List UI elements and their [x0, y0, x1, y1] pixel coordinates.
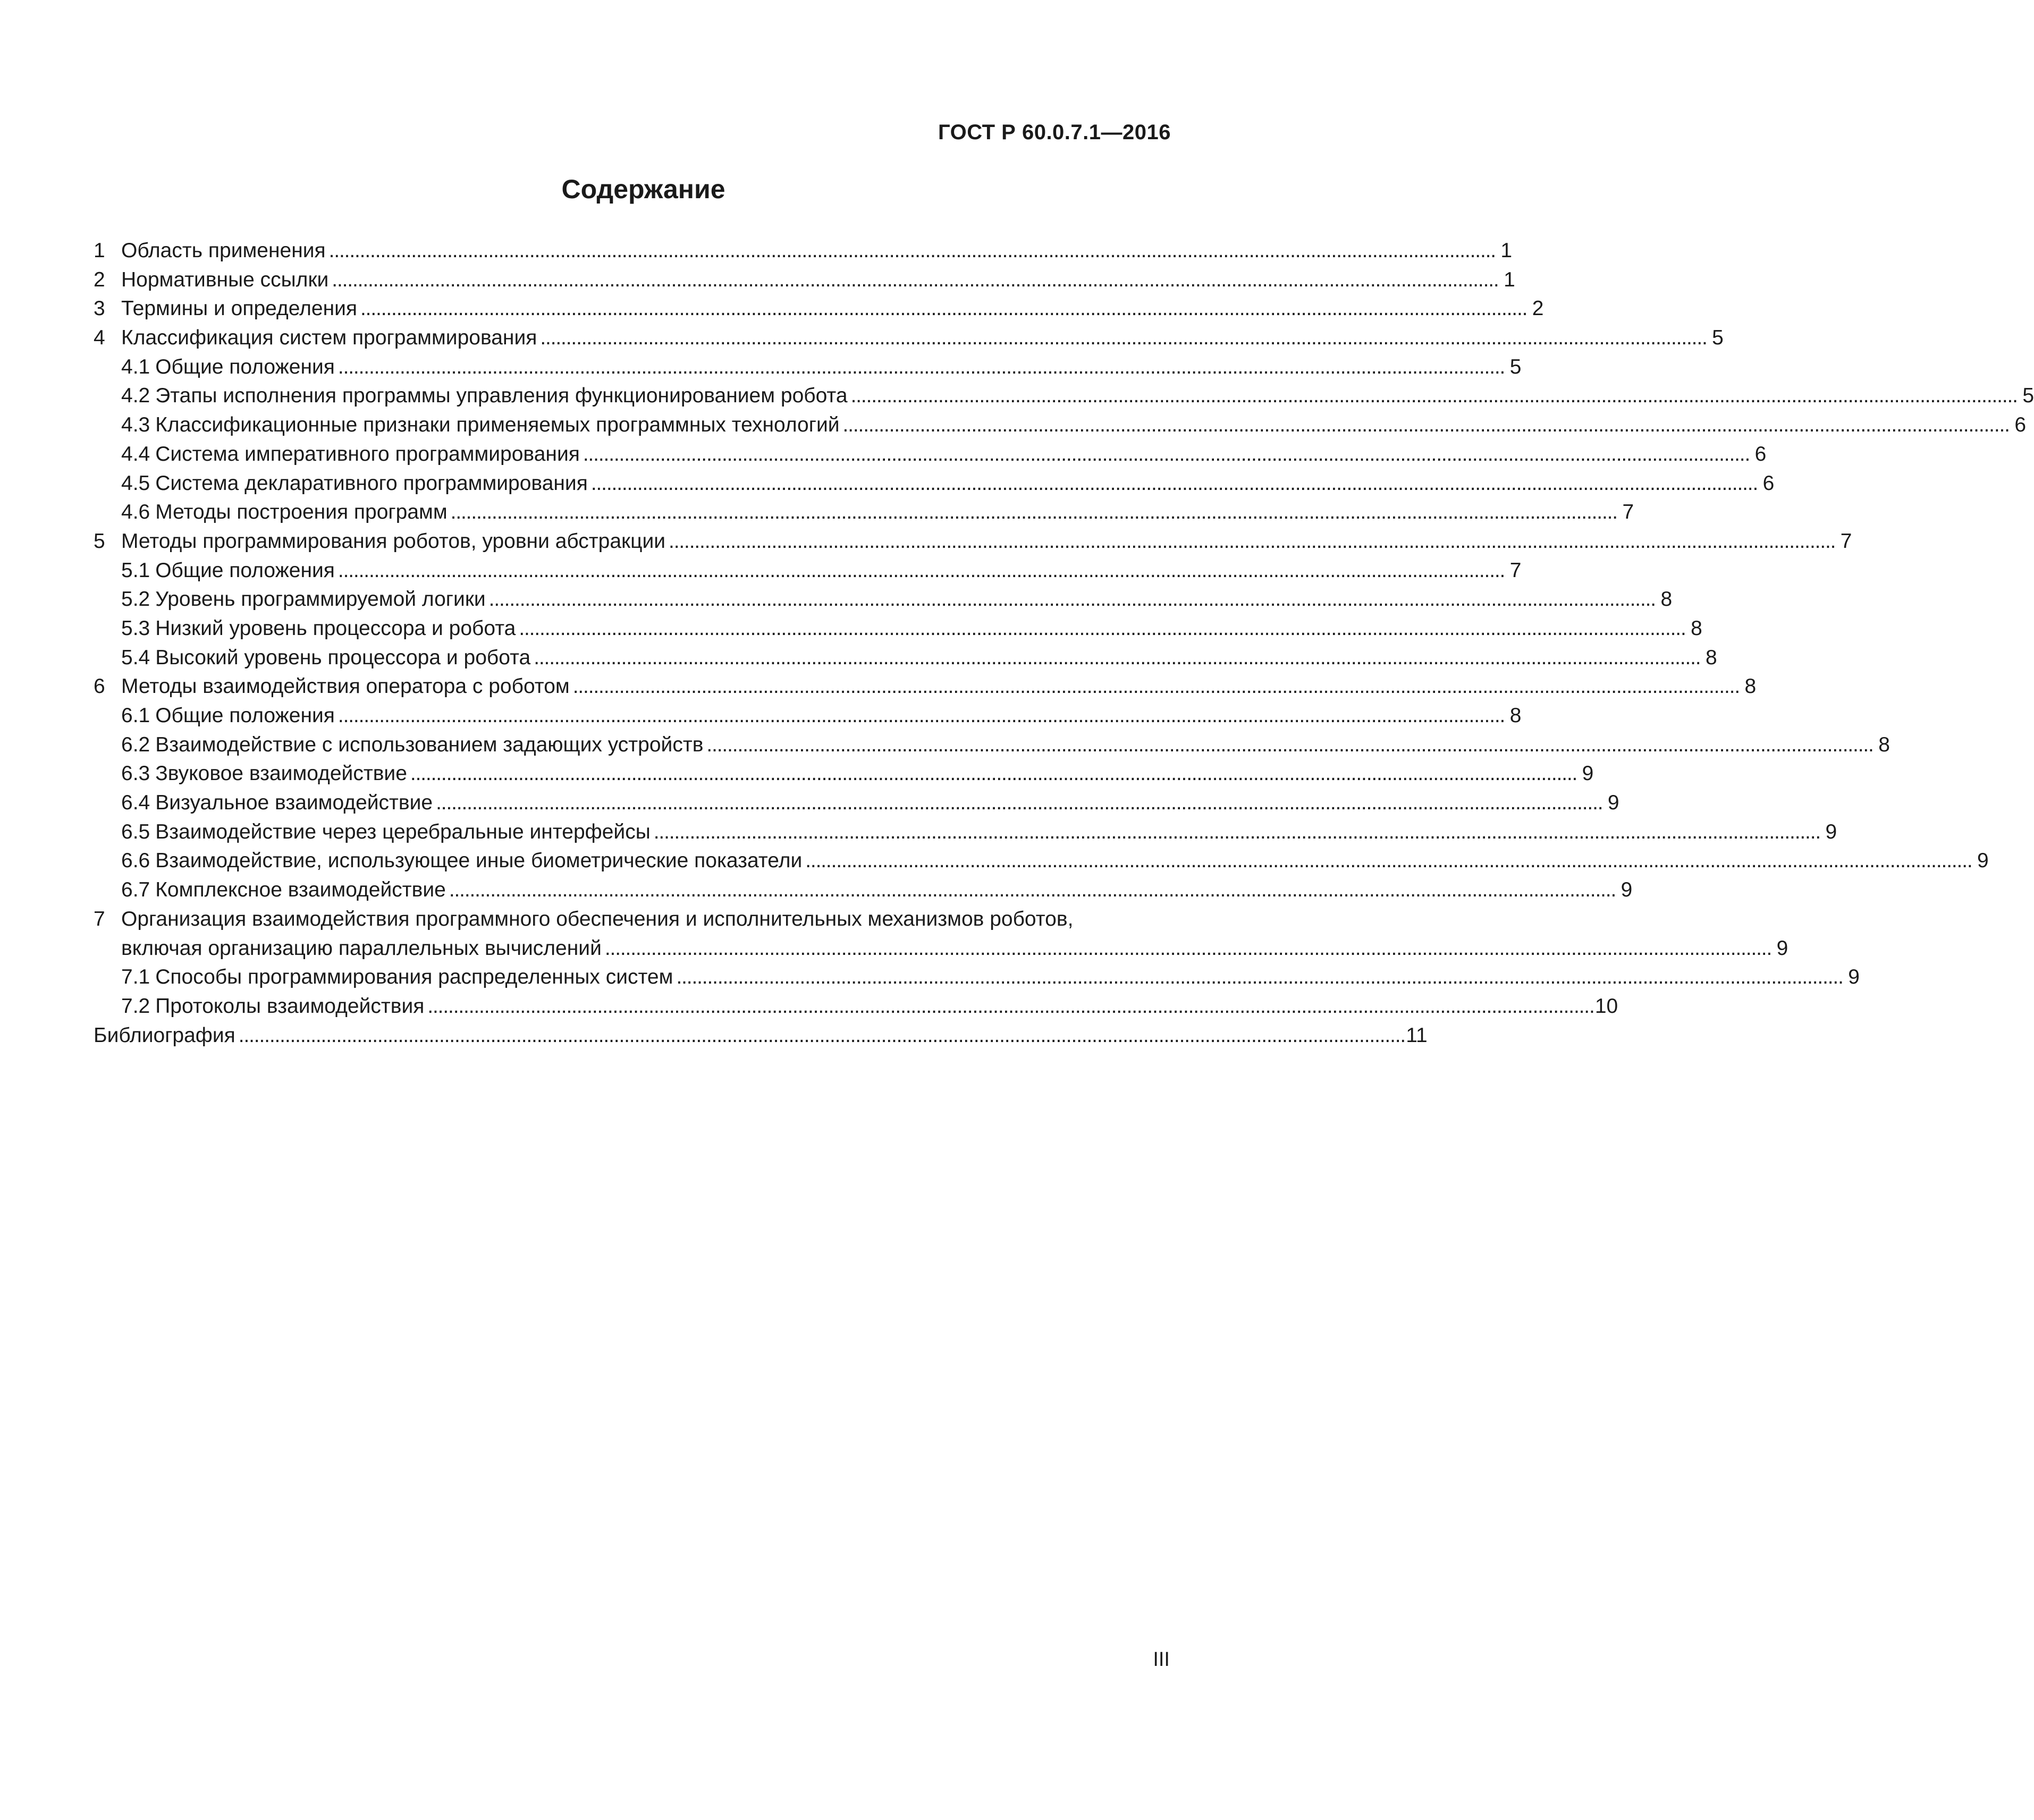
toc-leader-dots: [360, 294, 1524, 324]
toc-entry-title: Методы взаимодействия оператора с роботом: [121, 675, 570, 698]
toc-entry[interactable]: [94, 498, 1634, 527]
toc-entry[interactable]: [94, 905, 1171, 934]
toc-leader-dots: [338, 353, 1502, 382]
toc-entry-title: Способы программирования распределенных систем: [155, 966, 673, 989]
toc-entry-number: 6.7: [121, 878, 150, 902]
toc-entry-number: 6.5: [121, 820, 150, 843]
toc-entry[interactable]: [94, 789, 1619, 818]
toc-entry-number: 4.3: [121, 413, 150, 437]
toc-entry-page: 1: [1504, 268, 1515, 291]
toc-leader-dots: [519, 614, 1683, 644]
toc-entry-page: 8: [1691, 616, 1702, 640]
toc-entry-page: 7: [1509, 558, 1522, 582]
toc-entry-title: Библиография: [94, 1023, 235, 1047]
toc-leader-dots: [573, 672, 1737, 701]
toc-entry-page: 9: [1621, 878, 1633, 902]
toc-entry-title: Комплексное взаимодействие: [155, 878, 446, 902]
toc-entry-number: 6: [94, 675, 105, 698]
toc-leader-dots: [669, 527, 1833, 556]
toc-entry-number: 7.1: [121, 966, 150, 989]
toc-entry-page: 9: [1825, 820, 1837, 843]
toc-entry-page: 6: [2014, 413, 2027, 437]
toc-leader-dots: [540, 324, 1704, 353]
toc-entry-page: 11: [1406, 1023, 1428, 1047]
toc-entry-number: 4.1: [121, 355, 150, 378]
toc-entry[interactable]: [94, 818, 1837, 847]
toc-entry-page: 10: [1594, 994, 1618, 1018]
toc-entry-title: Система императивного программирования: [155, 442, 580, 465]
toc-entry-title: Взаимодействие с использованием задающих устройств: [155, 733, 704, 756]
toc-entry-title: Классификационные признаки применяемых программных технологий: [155, 413, 840, 437]
toc-entry-number: 1: [94, 239, 105, 262]
toc-entry-title: Методы построения программ: [155, 501, 448, 524]
toc-entry-title: Этапы исполнения программы управления функционированием робота: [155, 384, 848, 408]
toc-entry-number: 6.3: [121, 762, 150, 785]
toc-entry-title: Взаимодействие через церебральные интерфейсы: [155, 820, 651, 843]
toc-entry-title: Визуальное взаимодействие: [155, 791, 433, 815]
toc-entry-title: Звуковое взаимодействие: [155, 762, 407, 785]
toc-entry-title: Общие положения: [155, 704, 335, 727]
toc-entry[interactable]: [94, 266, 1515, 295]
toc-entry[interactable]: [94, 876, 1633, 905]
toc-entry-title: Взаимодействие, использующее иные биометрические показатели: [155, 849, 803, 873]
toc-leader-dots: [338, 556, 1502, 586]
toc-entry[interactable]: [94, 934, 1788, 963]
toc-entry-title: Высокий уровень процессора и робота: [155, 646, 531, 669]
toc-entry-page: 5: [1712, 326, 1724, 350]
toc-leader-dots: [332, 266, 1496, 295]
toc-leader-dots: [805, 846, 1969, 876]
toc-entry-title: Термины и определения: [121, 297, 358, 320]
toc-leader-dots: [436, 789, 1600, 818]
toc-leader-dots: [451, 498, 1615, 527]
toc-leader-dots: [676, 963, 1840, 992]
toc-entry-number: 4.2: [121, 384, 150, 408]
toc-entry-number: 4.4: [121, 442, 150, 465]
toc-entry[interactable]: [94, 440, 1767, 469]
toc-entry-title: включая организацию параллельных вычислений: [121, 936, 602, 960]
toc-entry-title: Классификация систем программирования: [121, 326, 537, 350]
toc-entry[interactable]: [94, 672, 1757, 701]
toc-entry-page: 8: [1705, 646, 1717, 669]
toc-entry-page: 8: [1509, 704, 1522, 727]
toc-entry-title: Методы программирования роботов, уровни абстракции: [121, 529, 666, 553]
toc-entry-page: 8: [1660, 588, 1673, 611]
toc-entry-title: Система декларативного программирования: [155, 471, 588, 495]
toc-leader-dots: [654, 818, 1818, 847]
toc-entry-page: 8: [1878, 733, 1890, 756]
toc-entry-number: 7.2: [121, 994, 150, 1018]
toc-entry-page: 2: [1532, 297, 1544, 320]
toc-entry-title: Общие положения: [155, 558, 335, 582]
toc-entry[interactable]: [94, 614, 1702, 644]
toc-entry[interactable]: [94, 644, 1717, 673]
toc-leader-dots: [239, 1021, 1403, 1051]
toc-entry-page: 1: [1500, 239, 1513, 262]
toc-leader-dots: [534, 644, 1698, 673]
toc-entry-number: 5.4: [121, 646, 150, 669]
toc-leader-dots: [329, 236, 1493, 266]
toc-leader-dots: [706, 731, 1870, 760]
toc-entry-number: 4.5: [121, 471, 150, 495]
toc-entry-page: 9: [1607, 791, 1619, 815]
toc-entry[interactable]: [94, 731, 1890, 760]
toc-entry-number: 7: [94, 907, 105, 930]
toc-entry-title: Уровень программируемой логики: [155, 588, 486, 611]
toc-leader-dots: [605, 934, 1769, 963]
toc-entry-number: 6.1: [121, 704, 150, 727]
toc-entry[interactable]: [94, 353, 1522, 382]
toc-entry[interactable]: [94, 236, 1513, 266]
toc-entry[interactable]: [94, 469, 1775, 498]
page-number: III: [1153, 1648, 1170, 1671]
toc-entry-number: 5.1: [121, 558, 150, 582]
toc-entry-title: Организация взаимодействия программного обеспечения и исполнительных механизмов роботов,: [121, 907, 1074, 930]
toc-entry-title: Общие положения: [155, 355, 335, 378]
toc-entry[interactable]: [94, 585, 1673, 614]
toc-entry-title: Область применения: [121, 239, 326, 262]
toc-entry-number: 5.3: [121, 616, 150, 640]
toc-entry-number: 4.6: [121, 501, 150, 524]
toc-entry-page: 6: [1762, 471, 1775, 495]
toc-leader-dots: [583, 440, 1747, 469]
toc-entry-page: 6: [1754, 442, 1767, 465]
toc-entry-title: Нормативные ссылки: [121, 268, 329, 291]
toc-entry-number: 2: [94, 268, 105, 291]
toc-leader-dots: [427, 992, 1591, 1021]
toc-entry[interactable]: [94, 701, 1522, 731]
toc-leader-dots: [449, 876, 1613, 905]
toc-entry-number: 6.2: [121, 733, 150, 756]
toc-entry[interactable]: [94, 324, 1724, 353]
toc-entry[interactable]: [94, 1021, 1428, 1051]
toc-leader-dots: [591, 469, 1755, 498]
toc-leader-dots: [338, 701, 1502, 731]
toc-entry-page: 5: [2022, 384, 2034, 408]
toc-entry[interactable]: [94, 846, 1989, 876]
toc-entry[interactable]: [94, 556, 1522, 586]
toc-entry-number: 5.2: [121, 588, 150, 611]
toc-entry[interactable]: [94, 759, 1594, 789]
toc-entry-page: 5: [1509, 355, 1522, 378]
table-of-contents: [94, 236, 2034, 1050]
toc-entry-number: 6.6: [121, 849, 150, 873]
toc-leader-dots: [410, 759, 1574, 789]
toc-entry[interactable]: [94, 963, 1860, 992]
toc-entry-title: Протоколы взаимодействия: [155, 994, 425, 1018]
toc-leader-dots: [489, 585, 1653, 614]
toc-entry[interactable]: [94, 294, 1544, 324]
toc-leader-dots: [843, 411, 2007, 440]
toc-entry-number: 5: [94, 529, 105, 553]
toc-entry[interactable]: [94, 411, 2027, 440]
toc-entry-title: Низкий уровень процессора и робота: [155, 616, 516, 640]
toc-entry-page: 7: [1622, 501, 1634, 524]
toc-entry-number: 4: [94, 326, 105, 350]
toc-entry[interactable]: [94, 527, 1852, 556]
toc-entry-page: 7: [1840, 529, 1852, 553]
toc-entry[interactable]: [94, 382, 2034, 411]
toc-entry-number: 6.4: [121, 791, 150, 815]
toc-entry-page: 8: [1744, 675, 1757, 698]
toc-entry-number: 3: [94, 297, 105, 320]
toc-entry[interactable]: [94, 992, 1618, 1021]
toc-entry-page: 9: [1776, 936, 1788, 960]
toc-entry-page: 9: [1848, 966, 1860, 989]
toc-leader-dots: [851, 382, 2015, 411]
document-code: ГОСТ Р 60.0.7.1—2016: [938, 121, 1171, 144]
toc-entry-page: 9: [1582, 762, 1594, 785]
toc-entry-page: 9: [1977, 849, 1989, 873]
page-title: Содержание: [561, 174, 725, 204]
